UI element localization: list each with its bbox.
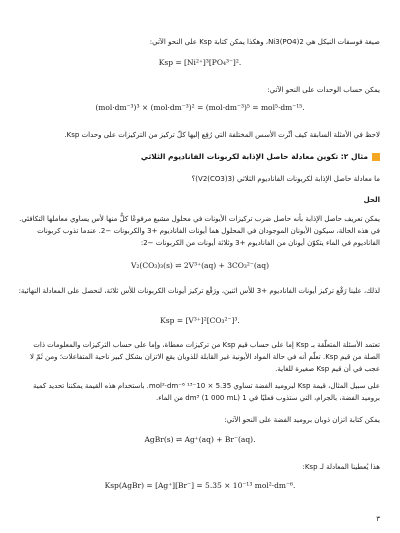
equation-units: (mol·dm⁻³)³ × (mol·dm⁻³)² = (mol·dm⁻³)⁵ = mol⁵·dm⁻¹⁵. <box>95 103 305 112</box>
paragraph-equilibrium-intro: يمكن كتابة اتزان ذوبان بروميد الفضة على النحو الآتي: <box>224 416 380 424</box>
page-number: ٣ <box>376 515 380 523</box>
example-marker-icon <box>372 153 380 161</box>
paragraph-ksp-intro: هذا يُعطينا المعادلة لـ Ksp: <box>302 463 380 471</box>
paragraph-exponent-note: لاحظ في الأمثلة السابقة كيف أثّرت الأسس المختلفة التي رُفِع إليها كلّ تركيز من التركيزات على وحدات Ksp. <box>64 131 380 139</box>
equation-agbr-equilibrium: AgBr(s) ⇌ Ag⁺(aq) + Br⁻(aq). <box>144 435 256 444</box>
equation-ksp-nickel: Ksp = [Ni²⁺]³[PO₄³⁻]². <box>158 58 242 67</box>
equation-ksp-agbr: Ksp(AgBr) = [Ag⁺][Br⁻] = 5.35 × 10⁻¹³ mol²·dm⁻⁶. <box>104 481 296 490</box>
example-heading <box>141 152 380 161</box>
example-heading-text: مثال ٢: تكوين معادلة حاصل الإذابة لكربونات الفاناديوم الثلاثي <box>140 152 368 161</box>
paragraph-nickel-phosphate: صيغة فوسفات النيكل هي Ni3(PO4)2، وهكذا يمكن كتابة Ksp على النحو الآتي: <box>149 38 380 46</box>
paragraph-solution: يمكن تعريف حاصل الإذابة بأنه حاصل ضرب تركيزات الأيونات في محلول مشبع مرفوعًا كلٌّ منها لأس يساوي معاملها التكافئي. في هذه الحالة، سيكون الأيونان الموجودان في المحلول هما أيونات الفاناديوم +3 والكربونات −2. عندما تذوب كربونات الفاناديوم في الماء يتكوّن أيونان من الفاناديوم +3 وثلاثة أيونات من الكربونات −2: <box>19 215 380 247</box>
equation-ksp-vanadium: Ksp = [V³⁺]²[CO₃²⁻]³. <box>160 316 240 325</box>
equation-vanadium-dissolution: V₂(CO₃)₃(s) ⇌ 2V³⁺(aq) + 3CO₃²⁻(aq) <box>130 261 269 270</box>
paragraph-units: يمكن حساب الوحدات على النحو الآتي: <box>267 86 380 94</box>
solution-label: الحل <box>363 196 380 204</box>
paragraph-silver-bromide: على سبيل المثال، قيمة Ksp لبروميد الفضة تساوي 5.35 × 10⁻¹³ mol²·dm⁻⁶. باستخدام هذه القيمة يمكننا تحديد كمية بروميد الفضة، بالجرام، التي ستذوب فعليًا في 1 dm³ (1 000 mL) من الماء. <box>33 382 380 402</box>
question-text: ما معادلة حاصل الإذابة لكربونات الفاناديوم الثلاثي (V2(CO3)3)؟ <box>191 175 380 183</box>
paragraph-ksp-questions: تعتمد الأسئلة المتعلّقة بـ Ksp إما على حساب قيم Ksp من تركيزات معطاة، وإما على حساب التركيزات والمعلومات ذات الصلة من قيم Ksp. تعلّم أنه في حالة المواد الأيونية غير القابلة للذوبان يقع الاتزان بشكل كبير ناحية المتفاعلات؛ ومن ثَمّ لا عجب في أن قيم Ksp صغيرة للغاية. <box>29 341 380 373</box>
paragraph-exponents: لذلك، علينا رَفْع تركيز أيونات الفاناديوم +3 للأس اثنين، ورَفْع تركيز أيونات الكربونات للأس ثلاثة، لنحصل على المعادلة النهائية: <box>18 287 380 295</box>
